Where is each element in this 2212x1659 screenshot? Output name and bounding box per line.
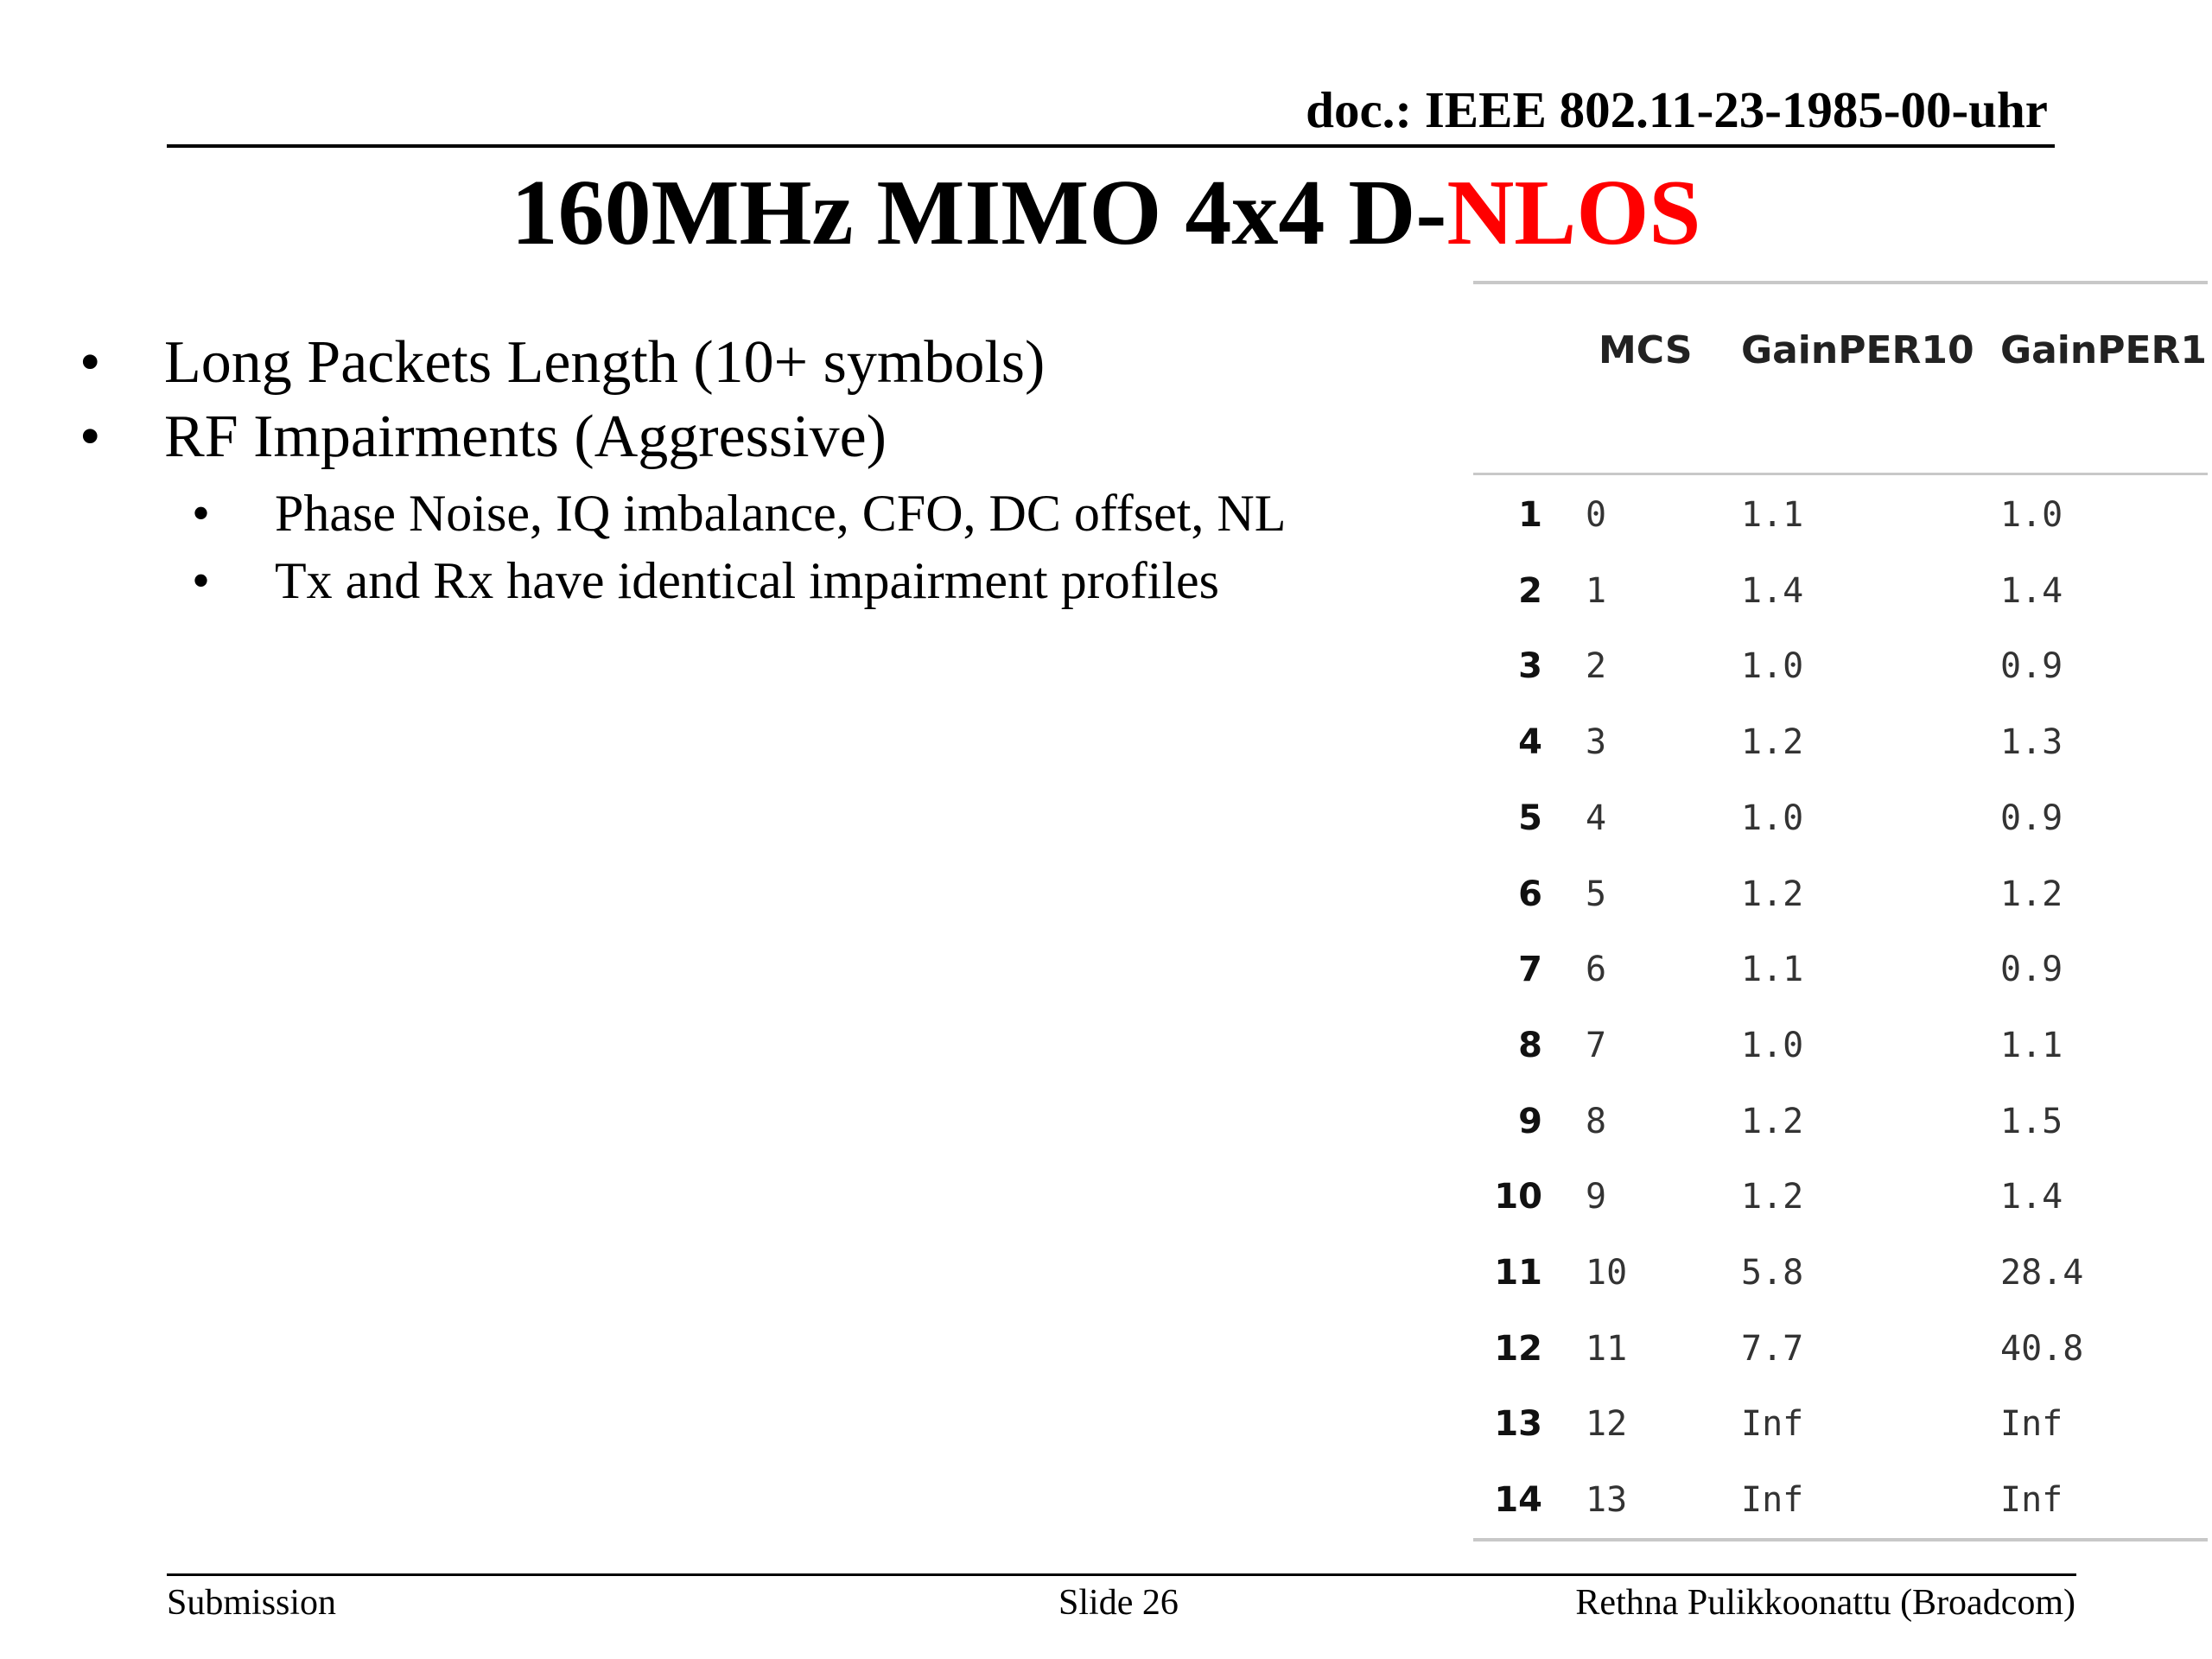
gainper10-cell: 1.1 [1741,950,1804,990]
row-index: 8 [1518,1025,1542,1065]
bullet-text: Long Packets Length (10+ symbols) [164,329,1046,396]
bullet-text: RF Impairments (Aggressive) [164,404,887,470]
header-divider [167,144,2055,148]
gainper1-cell: 1.3 [2000,722,2063,763]
gainper10-cell: 1.0 [1741,798,1804,838]
mcs-cell: 2 [1586,646,1607,687]
gainper10-cell: 1.1 [1741,495,1804,535]
gainper1-cell: 1.5 [2000,1101,2063,1141]
column-header-mcs: MCS [1599,328,1693,372]
column-header-gainper10: GainPER10 [1741,328,1974,372]
table-row [1473,1480,2208,1556]
gainper1-cell: 1.1 [2000,1025,2063,1065]
slide-title-accent: NLOS [1446,162,1701,264]
gainper10-cell: 1.4 [1741,570,1804,611]
table-row [1473,1329,2208,1405]
row-index: 4 [1518,722,1542,763]
gainper10-cell: 5.8 [1741,1253,1804,1293]
mcs-cell: 11 [1586,1328,1628,1369]
table-row [1473,1102,2208,1178]
gainper1-cell: 1.4 [2000,570,2063,611]
gainper10-cell: 1.2 [1741,1177,1804,1217]
document-id: doc.: IEEE 802.11-23-1985-00-uhr [1306,81,2048,138]
mcs-cell: 0 [1586,495,1607,535]
gainper1-cell: 40.8 [2000,1328,2084,1369]
row-index: 7 [1518,950,1542,990]
footer-author: Rethna Pulikkoonattu (Broadcom) [1575,1583,2075,1623]
mcs-cell: 7 [1586,1025,1607,1065]
column-header-gainper1: GainPER1 [2000,328,2208,372]
bullet-dot-icon: • [192,485,211,542]
gainper1-cell: 1.4 [2000,1177,2063,1217]
gainper10-cell: Inf [1741,1480,1804,1521]
gainper10-cell: Inf [1741,1404,1804,1445]
row-index: 2 [1518,570,1542,611]
mcs-cell: 9 [1586,1177,1607,1217]
table-row [1473,722,2208,798]
bullet-dot-icon: • [79,329,101,396]
gainper10-cell: 1.0 [1741,646,1804,687]
gainper1-cell: 0.9 [2000,646,2063,687]
table-top-rule [1473,281,2208,284]
footer-slide-number: Slide 26 [1058,1583,1179,1623]
table-row [1473,571,2208,647]
row-index: 12 [1494,1328,1542,1369]
table-bottom-rule [1473,1538,2208,1541]
mcs-cell: 8 [1586,1101,1607,1141]
bullet-dot-icon: • [79,404,101,470]
table-row [1473,1026,2208,1102]
row-index: 14 [1494,1480,1542,1521]
gainper10-cell: 1.0 [1741,1025,1804,1065]
row-index: 6 [1518,874,1542,914]
table-row [1473,495,2208,571]
gainper10-cell: 1.2 [1741,722,1804,763]
gainper1-cell: 0.9 [2000,798,2063,838]
mcs-cell: 10 [1586,1253,1628,1293]
row-index: 10 [1494,1177,1542,1217]
mcs-cell: 3 [1586,722,1607,763]
bullet-text: Tx and Rx have identical impairment profiles [275,552,1220,609]
footer-divider [167,1573,2076,1576]
gainper1-cell: 0.9 [2000,950,2063,990]
row-index: 9 [1518,1101,1542,1141]
mcs-cell: 6 [1586,950,1607,990]
gainper1-cell: 1.0 [2000,495,2063,535]
gainper1-cell: Inf [2000,1480,2063,1521]
bullet-text: Phase Noise, IQ imbalance, CFO, DC offset, NL [275,485,1287,542]
table-row [1473,1253,2208,1329]
mcs-cell: 5 [1586,874,1607,914]
table-row [1473,646,2208,722]
gainper1-cell: 28.4 [2000,1253,2084,1293]
footer-submission: Submission [167,1583,337,1623]
gainper10-cell: 1.2 [1741,1101,1804,1141]
table-row [1473,950,2208,1026]
row-index: 5 [1518,798,1542,838]
row-index: 3 [1518,646,1542,687]
gainper1-cell: 1.2 [2000,874,2063,914]
gainper10-cell: 7.7 [1741,1328,1804,1369]
row-index: 11 [1494,1253,1542,1293]
gainper10-cell: 1.2 [1741,874,1804,914]
gainper1-cell: Inf [2000,1404,2063,1445]
table-row [1473,874,2208,950]
mcs-cell: 1 [1586,570,1607,611]
table-row [1473,798,2208,874]
table-header-rule [1473,473,2208,475]
gain-table [1473,281,2208,1542]
slide-title [0,160,2212,267]
slide-title-main: 160MHz MIMO 4x4 D- [511,162,1447,264]
mcs-cell: 4 [1586,798,1607,838]
row-index: 13 [1494,1404,1542,1445]
mcs-cell: 13 [1586,1480,1628,1521]
bullet-dot-icon: • [192,552,211,609]
mcs-cell: 12 [1586,1404,1628,1445]
row-index: 1 [1518,495,1542,535]
table-row [1473,1404,2208,1480]
table-row [1473,1177,2208,1253]
